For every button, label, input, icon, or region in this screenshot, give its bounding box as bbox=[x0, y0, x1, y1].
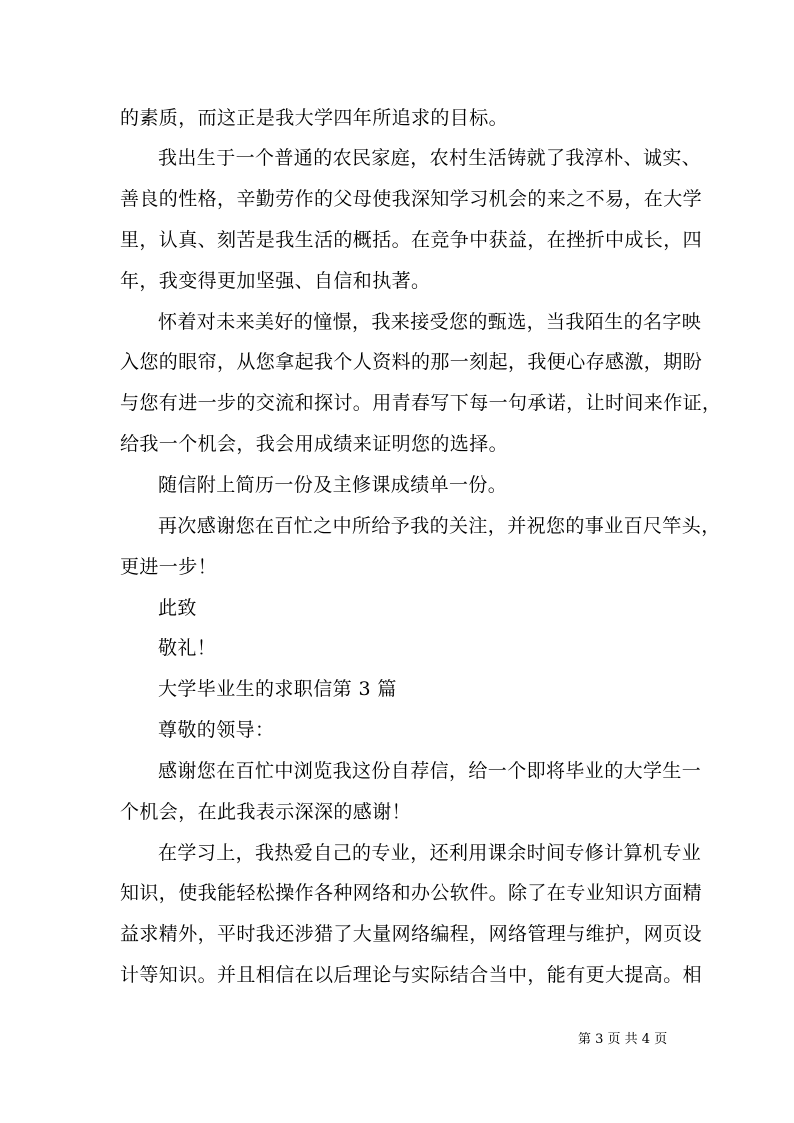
paragraph-line: 的素质，而这正是我大学四年所追求的目标。 bbox=[120, 107, 509, 129]
paragraph-line: 入您的眼帘，从您拿起我个人资料的那一刻起，我便心存感激，期盼 bbox=[120, 351, 703, 373]
paragraph-line: 我出生于一个普通的农民家庭，农村生活铸就了我淳朴、诚实、 bbox=[158, 147, 702, 169]
paragraph-line: 随信附上简历一份及主修课成绩单一份。 bbox=[158, 474, 508, 496]
paragraph-line: 在学习上，我热爱自己的专业，还利用课余时间专修计算机专业 bbox=[158, 842, 702, 864]
paragraph-line: 里，认真、刻苦是我生活的概括。在竞争中获益，在挫折中成长，四 bbox=[120, 229, 703, 251]
paragraph-line: 年，我变得更加坚强、自信和执著。 bbox=[120, 270, 431, 292]
page-number: 第 3 页 共 4 页 bbox=[578, 1032, 668, 1047]
closing-line: 此致 bbox=[158, 597, 197, 619]
paragraph-line: 感谢您在百忙中浏览我这份自荐信，给一个即将毕业的大学生一 bbox=[158, 760, 702, 782]
closing-line: 敬礼！ bbox=[158, 637, 217, 659]
paragraph-line: 知识，使我能轻松操作各种网络和办公软件。除了在专业知识方面精 bbox=[120, 882, 703, 904]
paragraph-line: 益求精外，平时我还涉猎了大量网络编程，网络管理与维护，网页设 bbox=[120, 923, 703, 945]
paragraph-line: 再次感谢您在百忙之中所给予我的关注，并祝您的事业百尺竿头， bbox=[158, 515, 721, 537]
paragraph-line: 更进一步！ bbox=[120, 556, 218, 578]
paragraph-line: 计等知识。并且相信在以后理论与实际结合当中，能有更大提高。相 bbox=[120, 964, 703, 986]
salutation: 尊敬的领导： bbox=[158, 719, 275, 741]
paragraph-line: 怀着对未来美好的憧憬，我来接受您的甄选，当我陌生的名字映 bbox=[158, 311, 702, 333]
paragraph-line: 给我一个机会，我会用成绩来证明您的选择。 bbox=[120, 433, 509, 455]
section-heading: 大学毕业生的求职信第 3 篇 bbox=[158, 678, 397, 700]
paragraph-line: 与您有进一步的交流和探讨。用青春写下每一句承诺，让时间来作证， bbox=[120, 392, 722, 414]
paragraph-line: 个机会，在此我表示深深的感谢！ bbox=[120, 801, 412, 823]
paragraph-line: 善良的性格，辛勤劳作的父母使我深知学习机会的来之不易，在大学 bbox=[120, 188, 703, 210]
